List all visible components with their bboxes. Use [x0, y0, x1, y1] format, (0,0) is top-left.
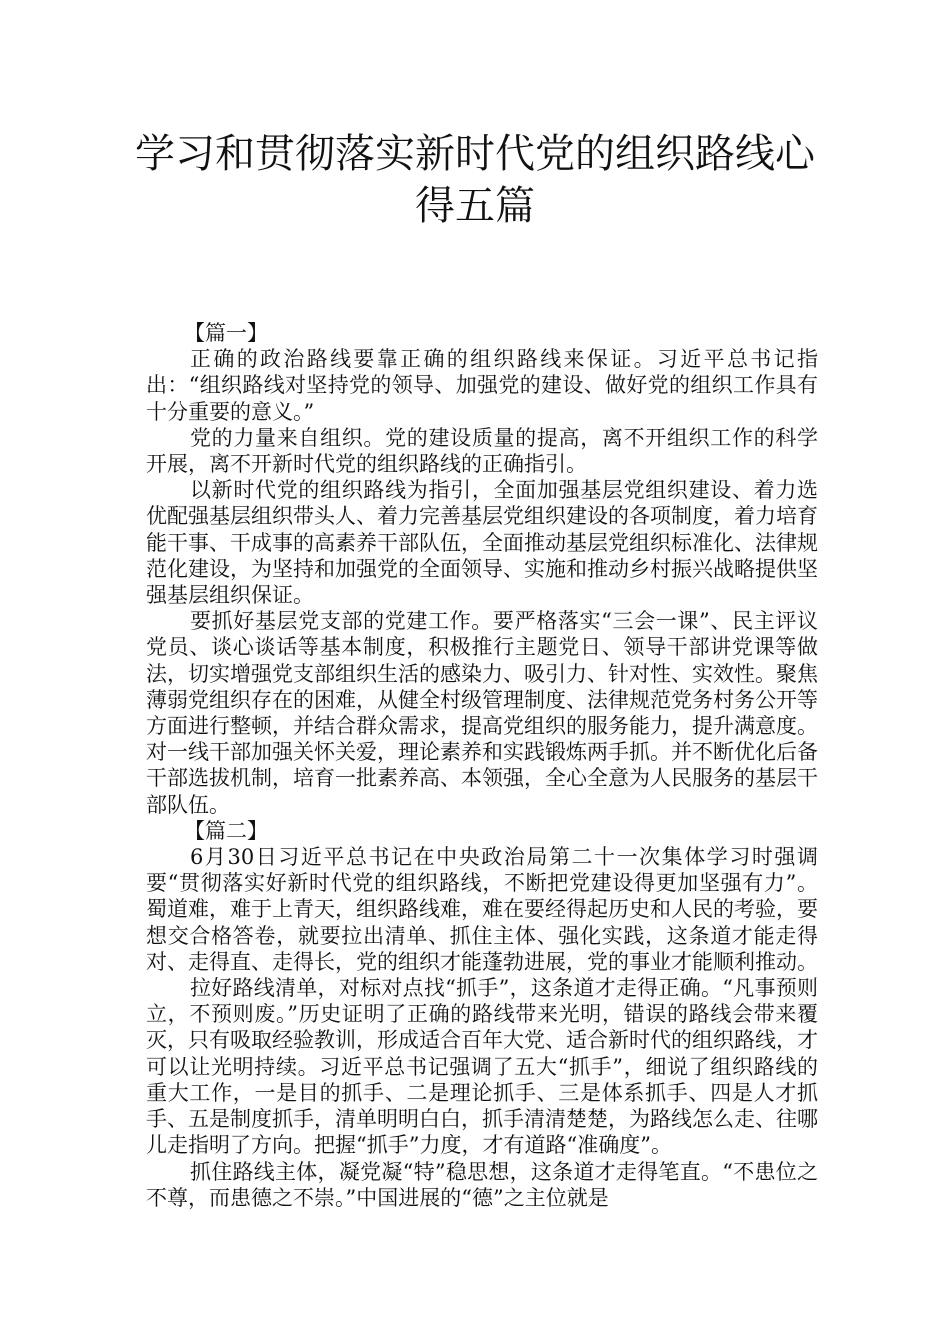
section-2-paragraph-2: 拉好路线清单，对标对点找“抓手”，这条道才走得正确。“凡事预则立，不预则废。”历史证明了正确的路线带来光明，错误的路线会带来覆灭，只有吸取经验教训，形成适合百年大党、适合新时代的组织路线，才可以让光明持续。习近平总书记强调了五大“抓手”，细说了组织路线的重大工作，一是目的抓手、二是理论抓手、三是体系抓手、四是人才抓手、五是制度抓手，清单明明白白，抓手清清楚楚，为路线怎么走、往哪儿走指明了方向。把握“抓手”力度，才有道路“准确度”。: [146, 976, 818, 1158]
section-1-paragraph-1: 正确的政治路线要靠正确的组织路线来保证。习近平总书记指出：“组织路线对坚持党的领导、加强党的建设、做好党的组织工作具有十分重要的意义。”: [146, 347, 818, 424]
section-label-1: 【篇一】: [184, 321, 268, 345]
section-1-paragraph-3: 以新时代党的组织路线为指引，全面加强基层党组织建设、着力选优配强基层组织带头人、着力完善基层党组织建设的各项制度，着力培育能干事、干成事的高素养干部队伍，全面推动基层党组织标准化、法律规范化建设，为坚持和加强党的全面领导、实施和推动乡村振兴战略提供坚强基层组织保证。: [146, 478, 818, 608]
section-1-paragraph-4: 要抓好基层党支部的党建工作。要严格落实“三会一课”、民主评议党员、谈心谈话等基本制度，积极推行主题党日、领导干部讲党课等做法，切实增强党支部组织生活的感染力、吸引力、针对性、实效性。聚焦薄弱党组织存在的困难，从健全村级管理制度、法律规范党务村务公开等方面进行整顿，并结合群众需求，提高党组织的服务能力，提升满意度。对一线干部加强关怀关爱，理论素养和实践锻炼两手抓。并不断优化后备干部选拔机制，培育一批素养高、本领强，全心全意为人民服务的基层干部队伍。: [146, 609, 818, 817]
section-1-paragraph-2: 党的力量来自组织。党的建设质量的提高，离不开组织工作的科学开展，离不开新时代党的组织路线的正确指引。: [146, 425, 818, 477]
section-2-paragraph-3: 抓住路线主体，凝党凝“特”稳思想，这条道才走得笔直。“不患位之不尊，而患德之不崇。”中国进展的“德”之主位就是: [146, 1159, 818, 1210]
document-title: 学习和贯彻落实新时代党的组织路线心得五篇: [135, 131, 815, 229]
document-body: [146, 320, 818, 1211]
section-label-2: 【篇二】: [184, 818, 268, 843]
section-2-paragraph-1: 6月30日习近平总书记在中央政治局第二十一次集体学习时强调要“贯彻落实好新时代党的组织路线，不断把党建设得更加坚强有力”。蜀道难，难于上青天，组织路线难，难在要经得起历史和人民的考验，要想交合格答卷，就要拉出清单、抓住主体、强化实践，这条道才能走得对、走得直、走得长，党的组织才能蓬勃进展，党的事业才能顺利推动。: [146, 845, 818, 974]
